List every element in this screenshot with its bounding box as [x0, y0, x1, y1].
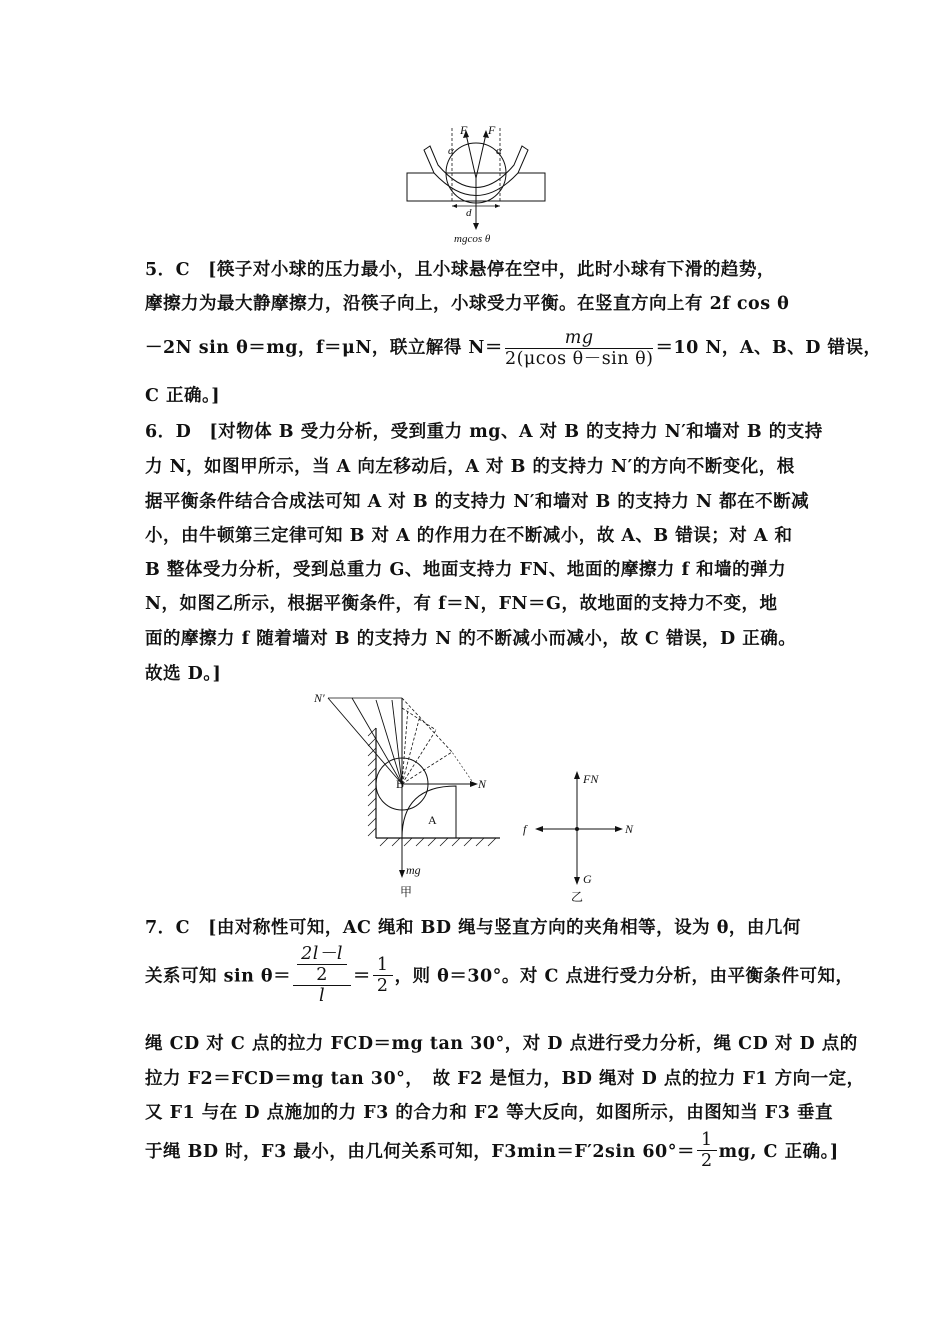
- jia-mg-arrow-head: [399, 870, 405, 878]
- answer-5-line-3-post: ＝10 N，A、B、D 错误，: [655, 338, 882, 358]
- figure1-label-weight: mgcos θ: [454, 233, 491, 245]
- answer-7: [145, 912, 865, 1182]
- answer-6: [145, 418, 823, 688]
- jia-block-a: [402, 786, 456, 838]
- answer-7-inner-den: 2: [316, 965, 328, 985]
- yi-label-f: f: [523, 822, 527, 836]
- yi-label-g: G: [583, 872, 592, 886]
- answer-7-compound-den: l: [318, 986, 326, 1006]
- yi-caption: 乙: [571, 890, 584, 904]
- answer-7-final-den: 2: [700, 1151, 713, 1171]
- answer-7-line-3: 绳 CD 对 C 点的拉力 FCD＝mg tan 30°，对 D 点进行受力分析，绳 CD 对 D 点的: [145, 1034, 858, 1054]
- figure1-width-arrow-left: [452, 204, 457, 208]
- answer-7-final-fraction: [697, 1130, 717, 1171]
- figure1-label-f-right: F: [488, 123, 496, 137]
- answer-7-line-6-post: mg, C 正确。]: [718, 1142, 839, 1162]
- yi-fn-arrow-head: [574, 771, 580, 779]
- yi-label-fn: FN: [583, 772, 599, 786]
- figure1-label-alpha-left: α: [448, 145, 454, 157]
- answer-5: [145, 252, 882, 412]
- answer-7-half-num: 1: [373, 955, 393, 976]
- answer-7-half-fraction: [373, 955, 393, 996]
- figure1-force-left-arrow: [466, 134, 476, 178]
- answer-5-fraction-den: 2(μcos θ－sin θ): [504, 349, 654, 369]
- answer-7-line-5: 又 F1 与在 D 点施加的力 F3 的合力和 F2 等大反向，如图所示，由图知当 F3 垂直: [145, 1103, 834, 1123]
- answer-5-line-3: [145, 328, 882, 369]
- jia-ground-hatch: [380, 838, 496, 846]
- answer-7-line-6: [145, 1130, 839, 1171]
- answer-7-inner-num: 2l－l: [297, 944, 347, 965]
- answer-6-line-5: B 整体受力分析，受到总重力 G、地面支持力 FN、地面的摩擦力 f 和墙的弹力: [145, 560, 787, 580]
- jia-triangle-edge: [452, 752, 474, 784]
- answer-7-line-6-pre: 于绳 BD 时，F3 最小，由几何关系可知，F3min＝F′2sin 60°＝: [145, 1142, 695, 1162]
- figure-yi: [515, 765, 645, 905]
- answer-7-line-2-post: ，则 θ＝30°。对 C 点进行受力分析，由平衡条件可知，: [394, 966, 854, 987]
- jia-label-a: A: [428, 813, 437, 827]
- figure-chopsticks: [400, 118, 560, 248]
- jia-caption: 甲: [400, 885, 413, 899]
- yi-f-arrow-head: [535, 826, 543, 832]
- answer-5-line-4: C 正确。]: [145, 386, 221, 406]
- answer-5-line-3-pre: －2N sin θ＝mg，f＝μN，联立解得 N＝: [145, 338, 503, 358]
- yi-label-n: N: [625, 822, 634, 836]
- figure1-label-alpha-right: α: [496, 145, 502, 157]
- answer-7-line-4: 拉力 F2＝FCD＝mg tan 30°， 故 F2 是恒力，BD 绳对 D 点的拉力 F1 方向一定，: [145, 1069, 865, 1089]
- answer-6-line-2: 力 N，如图甲所示，当 A 向左移动后，A 对 B 的支持力 N′的方向不断变化，根: [145, 457, 795, 477]
- figure1-width-arrow-right: [495, 204, 500, 208]
- answer-7-compound-num: [293, 944, 351, 986]
- yi-n-arrow-head: [615, 826, 623, 832]
- answer-5-fraction-num: mg: [505, 328, 654, 349]
- yi-g-arrow-head: [574, 877, 580, 885]
- figure1-weight-head: [473, 223, 479, 230]
- answer-7-final-num: 1: [697, 1130, 717, 1151]
- answer-7-line-2-pre: 关系可知 sin θ＝: [145, 966, 292, 987]
- answer-7-compound-fraction: [293, 944, 351, 1006]
- answer-7-inner-fraction: [297, 944, 347, 985]
- answer-5-fraction: [505, 328, 654, 369]
- jia-support-arrows: [328, 698, 402, 784]
- jia-label-b: B: [396, 777, 405, 791]
- jia-label-mg: mg: [406, 863, 421, 877]
- yi-center-point: [575, 827, 579, 831]
- jia-label-n-prime: N′: [314, 691, 325, 705]
- answer-5-line-1: 5．C [筷子对小球的压力最小，且小球悬停在空中，此时小球有下滑的趋势，: [145, 260, 775, 280]
- answer-6-line-6: N，如图乙所示，根据平衡条件，有 f＝N，FN＝G，故地面的支持力不变，地: [145, 594, 778, 614]
- jia-dashed-lines: [402, 698, 452, 784]
- figure1-label-d: d: [466, 207, 472, 219]
- figure-jia: [310, 688, 510, 903]
- answer-5-line-2: 摩擦力为最大静摩擦力，沿筷子向上，小球受力平衡。在竖直方向上有 2f cos θ: [145, 294, 790, 314]
- answer-6-line-8: 故选 D。]: [145, 664, 222, 684]
- answer-7-half-den: 2: [376, 975, 389, 996]
- answer-6-line-4: 小，由牛顿第三定律可知 B 对 A 的作用力在不断减小，故 A、B 错误；对 A 和: [145, 526, 793, 546]
- answer-7-line-2: [145, 944, 854, 1006]
- answer-6-line-1: 6．D [对物体 B 受力分析，受到重力 mg、A 对 B 的支持力 N′和墙对 B 的支持: [145, 422, 823, 442]
- answer-6-line-3: 据平衡条件结合合成法可知 A 对 B 的支持力 N′和墙对 B 的支持力 N 都在不断减: [145, 492, 810, 512]
- answer-7-line-2-mid: ＝: [352, 966, 371, 987]
- jia-label-n: N: [478, 777, 487, 791]
- figure1-force-right-arrow: [476, 134, 486, 178]
- jia-wall-hatch: [368, 728, 376, 836]
- figure1-label-f-left: F: [460, 123, 468, 137]
- answer-7-line-1: 7．C [由对称性可知，AC 绳和 BD 绳与竖直方向的夹角相等，设为 θ，由几何: [145, 918, 801, 938]
- answer-6-line-7: 面的摩擦力 f 随着墙对 B 的支持力 N 的不断减小而减小，故 C 错误，D 正确。: [145, 629, 797, 649]
